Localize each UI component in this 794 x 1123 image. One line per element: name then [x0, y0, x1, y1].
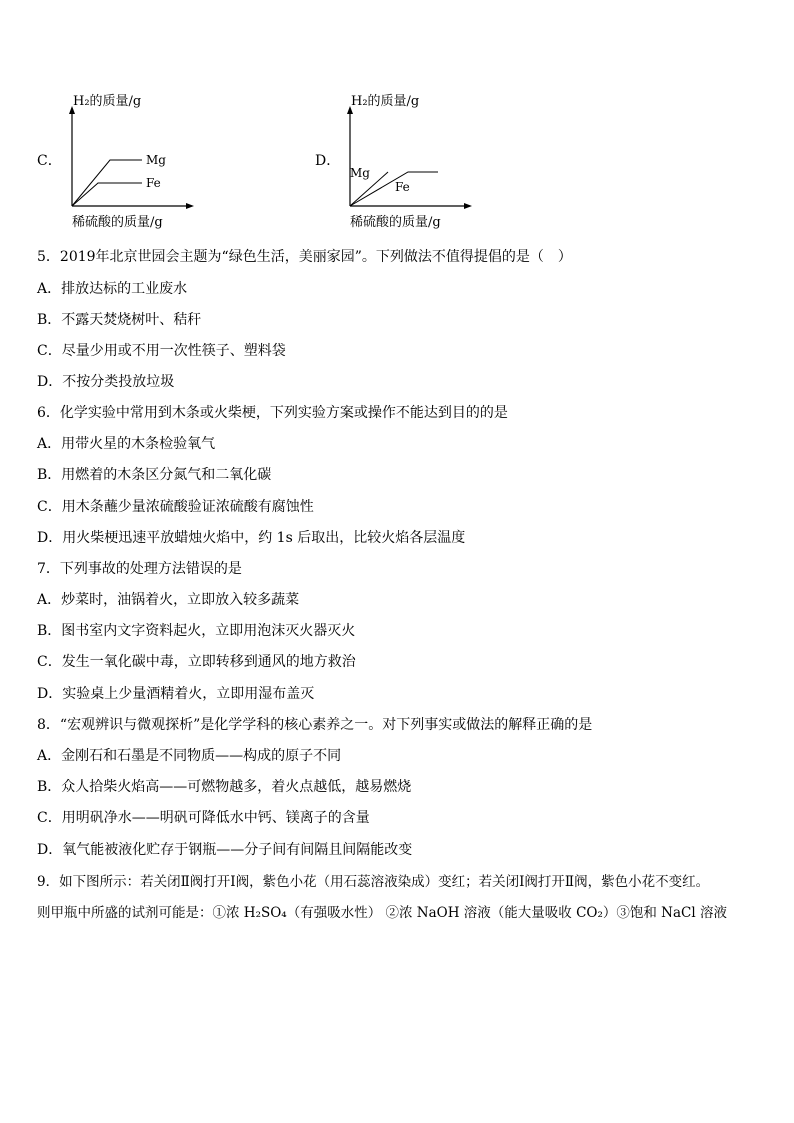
series-label-fe: Fe	[146, 176, 161, 190]
question-8-stem: 8．“宏观辨识与微观探析”是化学学科的核心素养之一。对下列事实或做法的解释正确的是	[37, 717, 593, 733]
question-7-option-c: C．发生一氧化碳中毒，立即转移到通风的地方救治	[37, 654, 356, 670]
question-8-option-c: C．用明矾净水——明矾可降低水中钙、镁离子的含量	[37, 810, 370, 826]
question-8-option-a: A．金刚石和石墨是不同物质——构成的原子不同	[37, 748, 342, 764]
question-8-option-b: B．众人拾柴火焰高——可燃物越多，着火点越低，越易燃烧	[37, 779, 412, 795]
y-axis-label: H₂的质量/g	[73, 94, 142, 109]
option-letter-c: C．	[37, 153, 62, 169]
option-letter-d: D．	[315, 153, 341, 169]
x-axis-arrow	[186, 203, 194, 209]
series-label-fe: Fe	[395, 180, 410, 194]
fe-line	[72, 183, 142, 206]
question-9-stem: 9．如下图所示：若关闭Ⅱ阀打开Ⅰ阀，紫色小花（用石蕊溶液染成）变红；若关闭Ⅰ阀打开Ⅱ阀，紫色小花不变红。	[37, 874, 710, 890]
series-label-mg: Mg	[350, 166, 370, 180]
question-6-option-d: D．用火柴梗迅速平放蜡烛火焰中，约 1s 后取出，比较火焰各层温度	[37, 530, 466, 546]
graph-c	[30, 86, 230, 232]
question-7-stem: 7．下列事故的处理方法错误的是	[37, 561, 242, 577]
question-6-option-c: C．用木条蘸少量浓硫酸验证浓硫酸有腐蚀性	[37, 499, 314, 515]
x-axis-label: 稀硫酸的质量/g	[350, 215, 441, 230]
question-5-option-c: C．尽量少用或不用一次性筷子、塑料袋	[37, 343, 286, 359]
question-5-stem: 5．2019年北京世园会主题为“绿色生活，美丽家园”。下列做法不值得提倡的是（ ）	[37, 249, 572, 265]
question-6-option-a: A．用带火星的木条检验氧气	[37, 436, 216, 452]
question-6-stem: 6．化学实验中常用到木条或火柴梗，下列实验方案或操作不能达到目的的是	[37, 405, 508, 421]
question-5-option-d: D．不按分类投放垃圾	[37, 374, 175, 390]
x-axis-label: 稀硫酸的质量/g	[72, 215, 163, 230]
question-7-option-a: A．炒菜时，油锅着火，立即放入较多蔬菜	[37, 592, 300, 608]
question-7-option-d: D．实验桌上少量酒精着火，立即用湿布盖灭	[37, 686, 315, 702]
question-5-option-b: B．不露天焚烧树叶、秸秆	[37, 312, 202, 328]
question-7-option-b: B．图书室内文字资料起火，立即用泡沫灭火器灭火	[37, 623, 356, 639]
question-5-option-a: A．排放达标的工业废水	[37, 281, 188, 297]
question-8-option-d: D．氧气能被液化贮存于钢瓶——分子间有间隔且间隔能改变	[37, 842, 413, 858]
series-label-mg: Mg	[146, 153, 166, 167]
x-axis-arrow	[464, 203, 472, 209]
y-axis-label: H₂的质量/g	[351, 94, 420, 109]
question-6-option-b: B．用燃着的木条区分氮气和二氧化碳	[37, 467, 272, 483]
graph-d	[308, 86, 508, 232]
question-9-reagents: 则甲瓶中所盛的试剂可能是：①浓 H₂SO₄（有强吸水性） ②浓 NaOH 溶液（能大量吸收 CO₂）③饱和 NaCl 溶液	[37, 905, 727, 921]
